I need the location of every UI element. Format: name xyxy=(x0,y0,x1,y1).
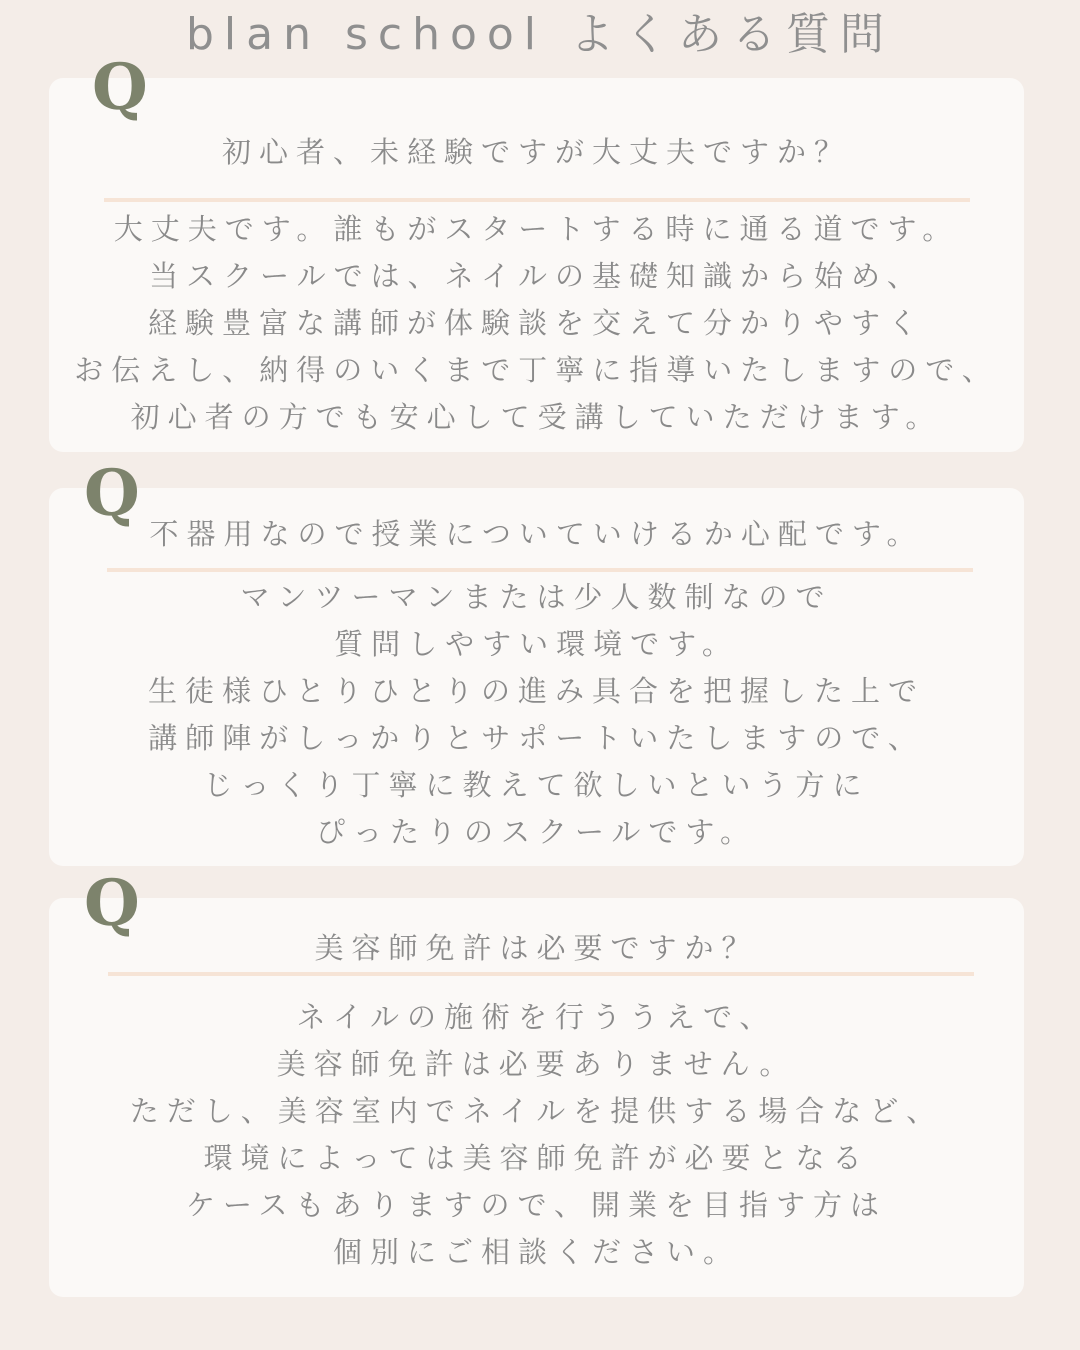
answer-line: 大丈夫です。誰もがスタートする時に通る道です。 xyxy=(113,212,960,246)
answer-line: ぴったりのスクールです。 xyxy=(315,815,758,849)
answer-line: 美容師免許は必要ありません。 xyxy=(276,1047,797,1081)
q-mark-icon: Q xyxy=(92,50,148,125)
page-title: blan school よくある質問 xyxy=(185,9,895,60)
faq-divider-1 xyxy=(104,198,970,202)
answer-line: じっくり丁寧に教えて欲しいという方に xyxy=(203,768,870,802)
answer-line: 当スクールでは、ネイルの基礎知識から始め、 xyxy=(149,259,924,293)
answer-line: ケースもありますので、開業を目指す方は xyxy=(186,1188,887,1222)
faq-divider-3 xyxy=(108,972,974,976)
faq-card-1 xyxy=(49,78,1024,452)
answer-line: 環境によっては美容師免許が必要となる xyxy=(203,1141,870,1175)
answer-line: 初心者の方でも安心して受講していただけます。 xyxy=(130,400,943,434)
faq-question-3: 美容師免許は必要ですか？ xyxy=(314,931,759,965)
answer-line: 経験豊富な講師が体験談を交えて分かりやすく xyxy=(147,306,925,340)
answer-line: 生徒様ひとりひとりの進み具合を把握した上で xyxy=(147,674,925,708)
answer-line: お伝えし、納得のいくまで丁寧に指導いたしますので、 xyxy=(74,353,999,387)
faq-question-1: 初心者、未経験ですが大丈夫ですか？ xyxy=(221,135,851,169)
q-mark-icon: Q xyxy=(84,456,140,531)
faq-answer-2 xyxy=(49,574,1024,856)
answer-line: 質問しやすい環境です。 xyxy=(334,627,739,661)
answer-line: 個別にご相談ください。 xyxy=(332,1235,740,1269)
q-mark-icon: Q xyxy=(84,866,140,941)
answer-line: 講師陣がしっかりとサポートいたしますので、 xyxy=(148,721,925,755)
answer-line: マンツーマンまたは少人数制なので xyxy=(240,580,833,614)
faq-card-2 xyxy=(49,488,1024,866)
faq-divider-2 xyxy=(107,568,973,572)
answer-line: ただし、美容室内でネイルを提供する場合など、 xyxy=(129,1094,944,1128)
answer-line: ネイルの施術を行ううえで、 xyxy=(296,1000,777,1034)
faq-answer-1 xyxy=(49,206,1024,441)
faq-card-3 xyxy=(49,898,1024,1297)
faq-answer-3 xyxy=(49,994,1024,1276)
faq-question-2: 不器用なので授業についていけるか心配です。 xyxy=(149,517,924,551)
